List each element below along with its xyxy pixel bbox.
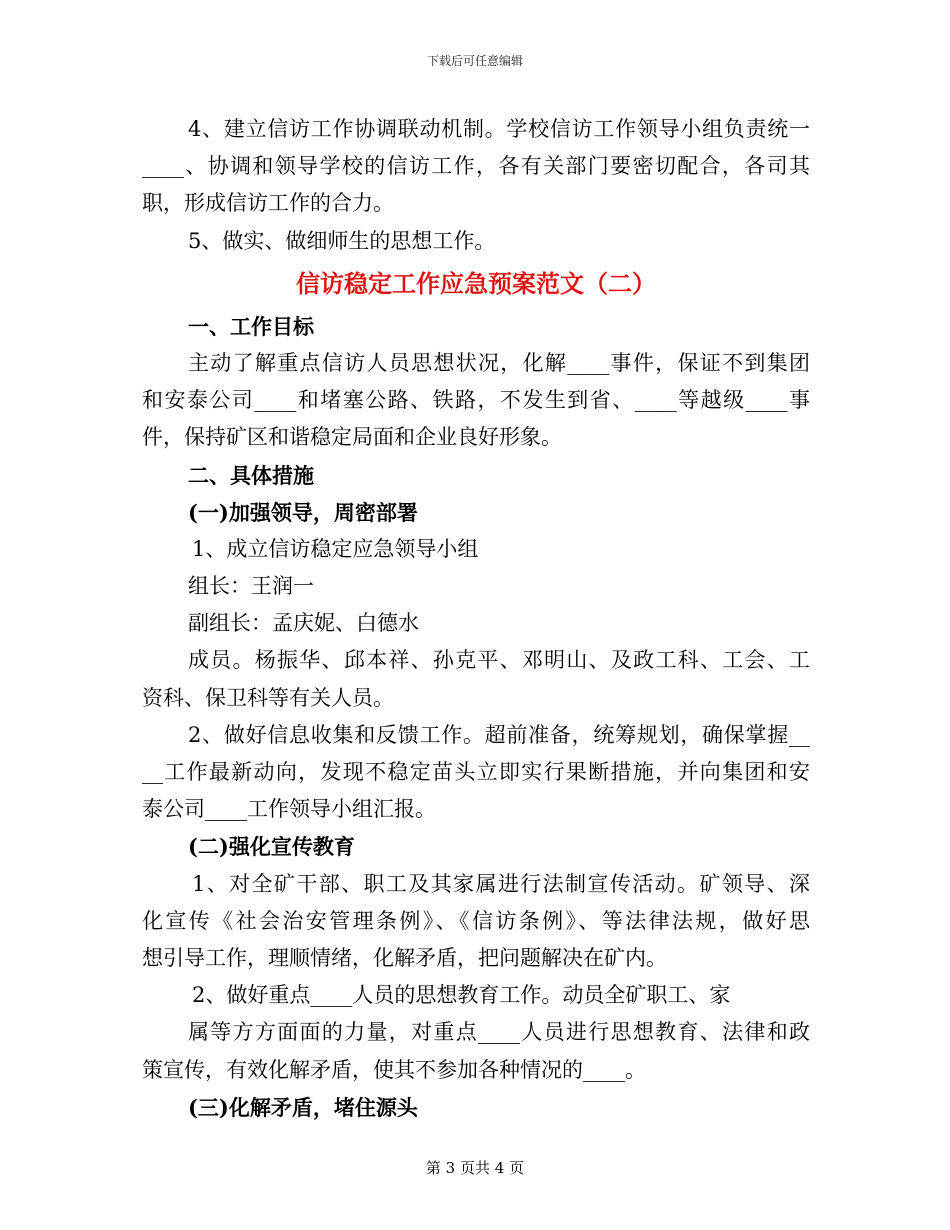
subheading-education: (二)强化宣传教育 — [188, 834, 355, 860]
members-line-1: 成员。杨振华、邱本祥、孙克平、邓明山、及政工科、工会、工 — [188, 648, 810, 673]
heading-measures: 二、具体措施 — [188, 462, 314, 488]
education-item-1-line-1: 1、对全矿干部、职工及其家属进行法制宣传活动。矿领导、深 — [192, 871, 810, 896]
goal-line-1: 主动了解重点信访人员思想状况，化解____事件，保证不到集团 — [188, 350, 810, 375]
paragraph-5: 5、做实、做细师生的思想工作。 — [188, 228, 496, 253]
subheading-leadership: (一)加强领导，周密部署 — [188, 499, 418, 525]
education-item-2-line-1: 2、做好重点____人员的思想教育工作。动员全矿职工、家 — [192, 983, 731, 1008]
document-body — [142, 111, 810, 1126]
info-collection-line-1: 2、做好信息收集和反馈工作。超前准备，统筹规划，确保掌握__ — [188, 722, 810, 747]
heading-work-goal: 一、工作目标 — [188, 313, 314, 339]
subheading-resolve-conflicts: (三)化解矛盾，堵住源头 — [188, 1094, 418, 1120]
paragraph-4-line-2: ____、协调和领导学校的信访工作，各有关部门要密切配合，各司其 — [142, 154, 810, 179]
members-line-2: 资科、保卫科等有关人员。 — [142, 685, 394, 710]
education-item-2-line-3: 策宣传，有效化解矛盾，使其不参加各种情况的____。 — [142, 1057, 646, 1082]
item-establish-group: 1、成立信访稳定应急领导小组 — [192, 536, 479, 561]
info-collection-line-3: 泰公司____工作领导小组汇报。 — [142, 797, 436, 822]
goal-line-2: 和安泰公司____和堵塞公路、铁路，不发生到省、____等越级____事 — [142, 388, 810, 413]
info-collection-line-2: __工作最新动向，发现不稳定苗头立即实行果断措施，并向集团和安 — [142, 760, 810, 784]
page-header: 下载后可任意编辑 — [426, 54, 523, 68]
page-footer: 第 3 页共 4 页 — [425, 1159, 525, 1177]
goal-line-3: 件，保持矿区和谐稳定局面和企业良好形象。 — [142, 425, 562, 450]
group-leader: 组长：王润一 — [188, 574, 314, 599]
section-title: 信访稳定工作应急预案范文（二） — [296, 268, 656, 298]
group-deputy: 副组长：孟庆妮、白德水 — [188, 611, 419, 636]
education-item-1-line-2: 化宣传《社会治安管理条例》、《信访条例》、等法律法规，做好思 — [142, 908, 810, 933]
education-item-1-line-3: 想引导工作，理顺情绪，化解矛盾，把问题解决在矿内。 — [142, 945, 667, 970]
paragraph-4-line-3: 职，形成信访工作的合力。 — [142, 191, 394, 216]
paragraph-4-line-1: 4、建立信访工作协调联动机制。学校信访工作领导小组负责统一 — [188, 117, 810, 141]
education-item-2-line-2: 属等方方面面的力量，对重点____人员进行思想教育、法律和政 — [188, 1020, 810, 1045]
